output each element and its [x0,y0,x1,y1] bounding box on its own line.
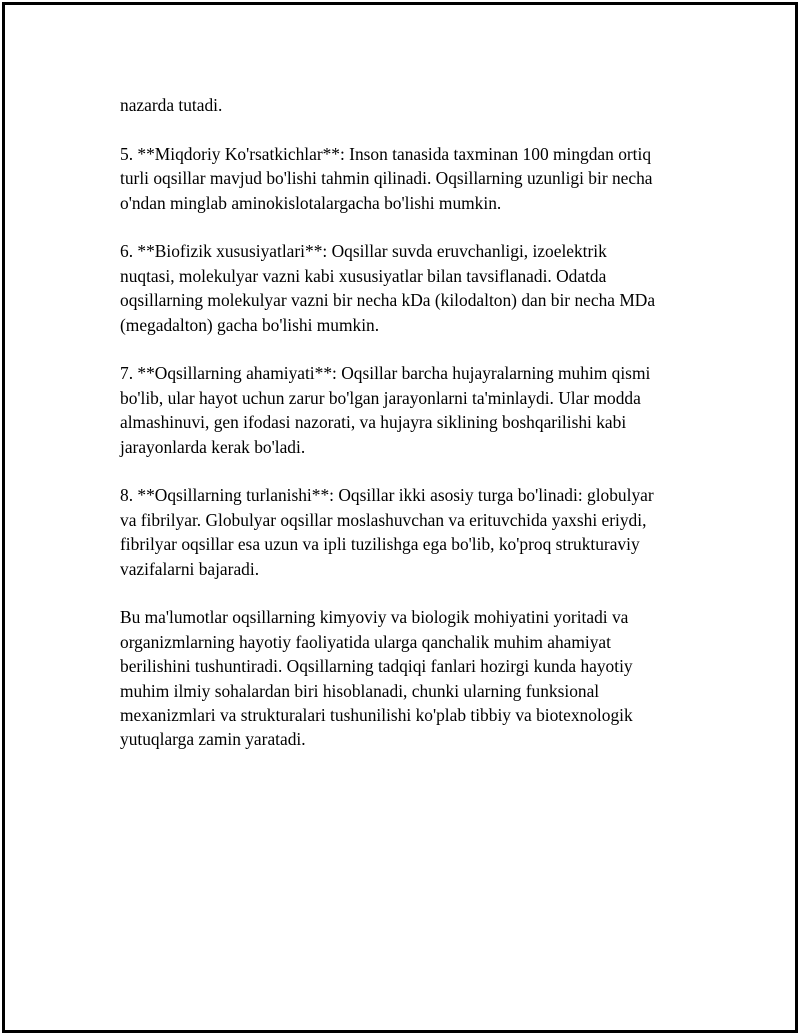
paragraph-continuation: nazarda tutadi. [120,95,223,115]
paragraph-conclusion: Bu ma'lumotlar oqsillarning kimyoviy va biologik mohiyatini yoritadi va organizmlarning hayotiy faoliyatida ularga qanchalik muhim ahamiyat berilishini tushuntiradi. Oqsillarning tadqiqi fanlari hozirgi kunda hayotiy muhim ilmiy sohalardan biri hisoblanadi, chunki ularning funksional mexanizmlari va strukturalari tushunilishi ko'plab tibbiy va biotexnologik yutuqlarga zamin yaratadi. [120,607,633,750]
document-page [2,2,798,1033]
paragraph-quantitative-indicators: 5. **Miqdoriy Ko'rsatkichlar**: Inson tanasida taxminan 100 mingdan ortiq turli oqsillar mavjud bo'lishi tahmin qilinadi. Oqsillarning uzunligi bir necha o'ndan minglab aminokislotalargacha bo'lishi mumkin. [120,143,653,213]
document-body [120,93,710,776]
paragraph-importance: 7. **Oqsillarning ahamiyati**: Oqsillar barcha hujayralarning muhim qismi bo'lib, ular hayot uchun zarur bo'lgan jarayonlarni ta'minlaydi. Ular modda almashinuvi, gen ifodasi nazorati, va hujayra siklining boshqarilishi kabi jarayonlarda kerak bo'ladi. [120,363,651,457]
paragraph-classification: 8. **Oqsillarning turlanishi**: Oqsillar ikki asosiy turga bo'linadi: globulyar va fibrilyar. Globulyar oqsillar moslashuvchan va erituvchida yaxshi eriydi, fibrilyar oqsillar esa uzun va ipli tuzilishga ega bo'lib, ko'proq strukturaviy vazifalarni bajaradi. [120,485,654,579]
paragraph-biophysical-properties: 6. **Biofizik xususiyatlari**: Oqsillar suvda eruvchanligi, izoelektrik nuqtasi, molekulyar vazni kabi xususiyatlar bilan tavsiflanadi. Odatda oqsillarning molekulyar vazni bir necha kDa (kilodalton) dan bir necha MDa (megadalton) gacha bo'lishi mumkin. [120,241,656,335]
